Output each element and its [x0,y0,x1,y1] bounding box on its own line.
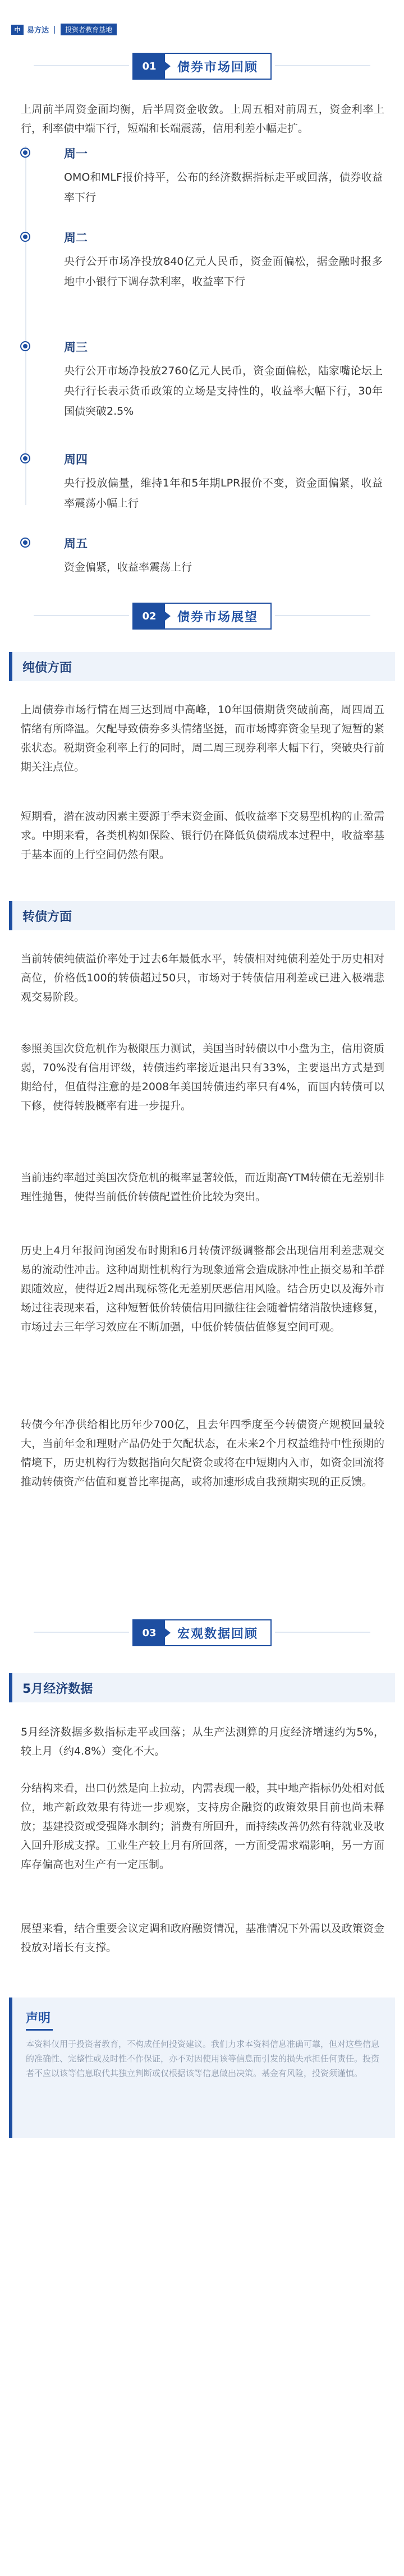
divider [34,1632,129,1633]
subheading-text: 转债方面 [22,910,72,924]
paragraph: 历史上4月年报问询函发布时期和6月转债评级调整都会出现信用利差悲观交易的流动性冲击。这种周期性机构行为现象通常会造成脉冲性止损交易和羊群跟随效应，使得近2周出现标签化无差别厌恶信用风险。结合历史以及海外市场过往表现来看，这种短暂低价转债信用回撤往往会随着情绪消散快速修复，市场过去三年学习效应在不断加强，中低价转债估值修复空间可观。 [21,1245,384,1333]
subheading-may-data [9,1673,395,1702]
brand-sub-label: 投资者教育基地 [61,24,117,35]
paragraph: 上周债券市场行情在周三达到周中高峰，10年国债期货突破前高，周四周五情绪有所降温。欠配导致债券多头情绪坚挺，而市场博弈资金呈现了短暂的紧张状态。税期资金利率上行的同时，周二周三现券利率大幅下行，突破央行前期关注点位。 [21,704,384,773]
timeline-text: 资金偏紧，收益率震荡上行 [64,561,192,573]
section-title-macro [0,1610,404,1655]
section-number: 01 [134,54,165,79]
paragraph: 当前违约率超过美国次贷危机的概率显著较低，而近期高YTM转债在无差别非理性抛售，使得当前低价转债配置性价比较为突出。 [21,1172,384,1203]
timeline-text: 央行公开市场净投放2760亿元人民币，资金面偏松，陆家嘴论坛上央行行长表示货币政策的立场是支持性的，收益率大幅下行，30年国债突破2.5% [64,365,383,417]
paragraph: 参照美国次贷危机作为极限压力测试，美国当时转债以中小盘为主，信用资质弱，70%没有信用评级，转债违约率接近退出只有33%，主要退出方式是到期给付，但值得注意的是2008年美国转债违约率只有4%，而国内转债可以下修，使得转股概率有进一步提升。 [21,1043,384,1112]
paragraph: 当前转债纯债溢价率处于过去6年最低水平，转债相对纯债利差处于历史相对高位，价格低100的转债超过50只，市场对于转债信用利差或已进入极端悲观交易阶段。 [21,953,384,1003]
section-badge [132,603,272,630]
review-intro: 上周前半周资金面均衡，后半周资金收敛。上周五相对前周五，资金利率上行，利率债中端下行，短端和长端震荡，信用利差小幅走扩。 [21,103,384,135]
paragraph: 5月经济数据多数指标走平或回落；从生产法测算的月度经济增速约为5%，较上月（约4.8%）变化不大。 [21,1726,384,1757]
divider [275,1632,370,1633]
brand [11,24,117,35]
timeline-day: 周三 [64,341,88,354]
timeline-day: 周一 [64,147,88,160]
timeline-dot-icon [20,341,30,351]
timeline-day: 周四 [64,453,88,466]
timeline-text: OMO和MLF报价持平，公布的经济数据指标走平或回落，债券收益率下行 [64,171,383,204]
paragraph: 转债今年净供给相比历年少700亿，且去年四季度至今转债资产规模回量较大，当前年金和理财产品仍处于欠配状态，在未来2个月权益维持中性预期的情境下，历史机构行为数据指向欠配资金或将在中短期内入市，如资金回流将推动转债资产估值和夏普比率提高，或将加速形成自我预期实现的正反馈。 [21,1418,384,1488]
timeline-text: 央行投放偏量，维持1年和5年期LPR报价不变，资金面偏紧，收益率震荡小幅上行 [64,477,383,509]
subheading-pure-bond [9,652,395,681]
subheading-convertible [9,901,395,930]
brand-name: 易方达 [27,26,49,35]
brand-divider [54,26,55,34]
section-heading: 宏观数据回顾 [177,1627,258,1641]
section-title-review [0,44,404,89]
divider [275,615,370,616]
divider [34,615,129,616]
subheading-text: 5月经济数据 [22,1682,93,1696]
brand-logo-icon: 中 [11,25,24,35]
top-header [0,0,404,39]
disclaimer-box [9,1998,395,2138]
timeline-dot-icon [20,148,30,158]
section-badge [132,53,272,80]
subheading-bar [9,1673,12,1702]
subheading-bar [9,652,12,681]
paragraph: 展望来看，结合重要会议定调和政府融资情况，基准情况下外需以及政策资金投放对增长有支撑。 [21,1922,384,1954]
divider [275,65,370,66]
disclaimer-underline [26,2029,53,2031]
subheading-bar [9,901,12,930]
timeline-day: 周五 [64,537,88,550]
subheading-text: 纯债方面 [22,660,72,675]
section-heading: 债券市场展望 [177,610,258,625]
section-heading: 债券市场回顾 [177,60,258,75]
timeline-dot-icon [20,453,30,463]
disclaimer-title: 声明 [26,2012,51,2026]
paragraph: 分结构来看，出口仍然是向上拉动，内需表现一般，其中地产指标仍处相对低位，地产新政效果有待进一步观察，支持房企融资的政策效果目前也尚未释放；基建投资或受强降水制约；消费有所回升，而持续改善仍然有待就业及收入回升形成支撑。工业生产较上月有所回落，一方面受需求端影响，另一方面库存偏高也对生产有一定压制。 [21,1782,384,1871]
section-title-outlook [0,594,404,639]
timeline-day: 周二 [64,231,88,245]
section-badge [132,1619,272,1646]
section-number: 02 [134,604,165,628]
timeline-dot-icon [20,538,30,548]
divider [34,65,129,66]
section-number: 03 [134,1620,165,1645]
timeline-line [25,146,26,505]
disclaimer-text: 本资料仅用于投资者教育，不构成任何投资建议。我们力求本资料信息准确可靠，但对这些信息的准确性、完整性或及时性不作保证，亦不对因使用该等信息而引发的损失承担任何责任。投资者不应以该等信息取代其独立判断或仅根据该等信息做出决策。基金有风险，投资须谨慎。 [26,2039,380,2078]
paragraph: 短期看，潜在波动因素主要源于季末资金面、低收益率下交易型机构的止盈需求。中期来看，各类机构如保险、银行仍在降低负债端成本过程中，收益率基于基本面的上行空间仍然有限。 [21,810,384,861]
timeline-dot-icon [20,232,30,242]
timeline-text: 央行公开市场净投放840亿元人民币，资金面偏松，据金融时报多地中小银行下调存款利率，收益率下行 [64,255,383,288]
